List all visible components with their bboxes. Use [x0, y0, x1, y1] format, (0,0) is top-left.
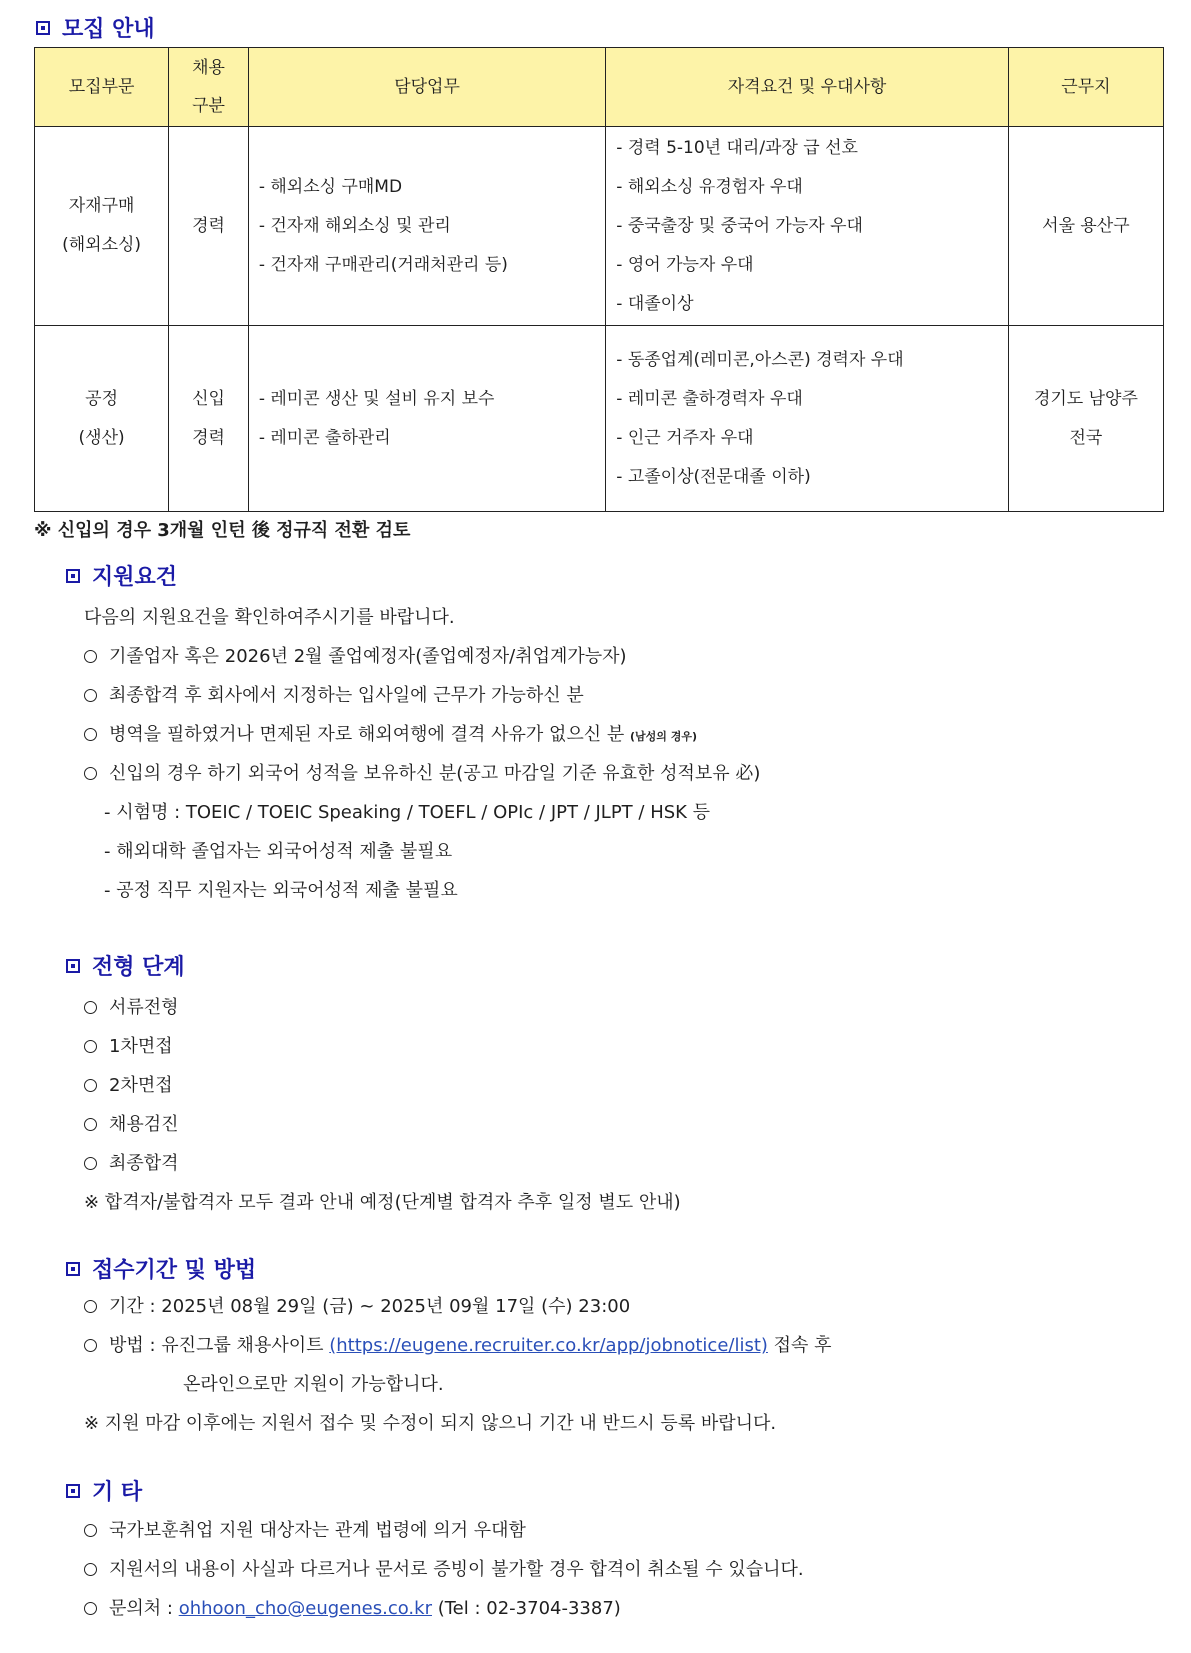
- place-cell: [1008, 326, 1163, 512]
- circle-bullet-icon: [84, 1157, 97, 1170]
- dept-sub: (해외소싱): [62, 235, 142, 255]
- list-item: [84, 642, 627, 668]
- header-type-line2: 구분: [192, 96, 225, 116]
- sub-item: - 시험명 : TOEIC / TOEIC Speaking / TOEFL / OPIc / JPT / JLPT / HSK 등: [104, 802, 711, 823]
- application-title: 접수기간 및 방법: [92, 1258, 257, 1283]
- intern-note: ※ 신입의 경우 3개월 인턴 後 정규직 전환 검토: [34, 520, 411, 541]
- sub-item: - 공정 직무 지원자는 외국어성적 제출 불필요: [104, 880, 458, 901]
- duty-item: - 건자재 해외소싱 및 관리: [258, 215, 451, 236]
- place-name: 전국: [1069, 427, 1103, 448]
- square-bullet-icon: [66, 1484, 80, 1498]
- recruit-title: 모집 안내: [62, 17, 155, 42]
- process-heading: [66, 950, 185, 981]
- contact-label: 문의처 :: [109, 1598, 173, 1619]
- recruit-heading: [36, 12, 155, 43]
- requirement-text: 신입의 경우 하기 외국어 성적을 보유하신 분(공고 마감일 기준 유효한 성적보유 必): [109, 763, 761, 784]
- header-dept: 모집부문: [35, 48, 169, 127]
- process-title: 전형 단계: [92, 955, 185, 980]
- requirements-heading: [66, 560, 177, 591]
- contact-line: [84, 1594, 621, 1620]
- header-place: 근무지: [1008, 48, 1163, 127]
- requirements-title: 지원요건: [92, 565, 178, 590]
- type-cell: [169, 326, 249, 512]
- header-type: [169, 48, 249, 127]
- circle-bullet-icon: [84, 650, 97, 663]
- step-text: 2차면접: [109, 1075, 173, 1096]
- circle-bullet-icon: [84, 1040, 97, 1053]
- etc-heading: [66, 1475, 142, 1506]
- requirement-text: 최종합격 후 회사에서 지정하는 입사일에 근무가 가능하신 분: [109, 685, 584, 706]
- duties-cell: [248, 326, 605, 512]
- circle-bullet-icon: [84, 728, 97, 741]
- application-period: [84, 1292, 630, 1318]
- type-label: 신입: [192, 388, 225, 409]
- type-cell: [169, 127, 249, 326]
- list-item: [84, 759, 760, 785]
- etc-text: 지원서의 내용이 사실과 다르거나 문서로 증빙이 불가할 경우 합격이 취소될 수 있습니다.: [109, 1559, 804, 1580]
- qual-item: - 인근 거주자 우대: [616, 427, 754, 448]
- requirement-text: 병역을 필하였거나 면제된 자로 해외여행에 결격 사유가 없으신 분: [109, 724, 625, 745]
- qual-item: - 고졸이상(전문대졸 이하): [616, 466, 811, 487]
- header-duties: 담당업무: [248, 48, 605, 127]
- process-step: [84, 1149, 179, 1175]
- table-row: [35, 127, 1164, 326]
- circle-bullet-icon: [84, 1079, 97, 1092]
- square-bullet-icon: [66, 959, 80, 973]
- qual-item: - 해외소싱 유경험자 우대: [616, 176, 803, 197]
- application-heading: [66, 1253, 256, 1284]
- dept-sub: (생산): [78, 427, 125, 448]
- place-cell: [1008, 127, 1163, 326]
- place-name: 경기도 남양주: [1033, 388, 1138, 409]
- military-note: (남성의 경우): [629, 730, 697, 743]
- circle-bullet-icon: [84, 767, 97, 780]
- circle-bullet-icon: [84, 1524, 97, 1537]
- method-text: 방법 : 유진그룹 채용사이트: [109, 1335, 324, 1356]
- duty-item: - 해외소싱 구매MD: [258, 176, 403, 197]
- duties-cell: [248, 127, 605, 326]
- type-label: 경력: [192, 427, 225, 448]
- circle-bullet-icon: [84, 1118, 97, 1131]
- step-text: 1차면접: [109, 1036, 173, 1057]
- contact-email-link[interactable]: ohhoon_cho@eugenes.co.kr: [178, 1598, 432, 1619]
- process-step: [84, 1032, 173, 1058]
- list-item: [84, 720, 697, 746]
- contact-tel: (Tel : 02-3704-3387): [437, 1598, 621, 1619]
- process-step: [84, 993, 179, 1019]
- application-note: ※ 지원 마감 이후에는 지원서 접수 및 수정이 되지 않으니 기간 내 반드시 등록 바랍니다.: [84, 1413, 777, 1434]
- process-note: ※ 합격자/불합격자 모두 결과 안내 예정(단계별 합격자 추후 일정 별도 안내): [84, 1192, 681, 1213]
- step-text: 서류전형: [109, 997, 179, 1018]
- dept-cell: [35, 326, 169, 512]
- period-text: 기간 : 2025년 08월 29일 (금) ~ 2025년 09월 17일 (수) 23:00: [109, 1296, 631, 1317]
- dept-cell: [35, 127, 169, 326]
- requirements-intro: 다음의 지원요건을 확인하여주시기를 바랍니다.: [84, 607, 455, 628]
- type-label: 경력: [192, 215, 225, 236]
- step-text: 채용검진: [109, 1114, 179, 1135]
- qual-item: - 중국출장 및 중국어 가능자 우대: [616, 215, 863, 236]
- table-header-row: [35, 48, 1164, 127]
- step-text: 최종합격: [109, 1153, 179, 1174]
- circle-bullet-icon: [84, 689, 97, 702]
- list-item: [84, 1516, 526, 1542]
- circle-bullet-icon: [84, 1602, 97, 1615]
- process-step: [84, 1071, 173, 1097]
- qual-item: - 대졸이상: [616, 293, 694, 314]
- dept-name: 공정: [85, 388, 119, 409]
- qual-item: - 동종업계(레미콘,아스콘) 경력자 우대: [616, 349, 904, 370]
- circle-bullet-icon: [84, 1339, 97, 1352]
- duty-item: - 레미콘 생산 및 설비 유지 보수: [258, 388, 495, 409]
- list-item: [84, 681, 584, 707]
- header-type-line1: 채용: [192, 58, 225, 78]
- duty-item: - 건자재 구매관리(거래처관리 등): [258, 254, 508, 275]
- application-method: [84, 1331, 832, 1357]
- place-name: 서울 용산구: [1042, 215, 1130, 236]
- duty-item: - 레미콘 출하관리: [258, 427, 391, 448]
- square-bullet-icon: [36, 21, 50, 35]
- square-bullet-icon: [66, 1262, 80, 1276]
- requirement-text: 기졸업자 혹은 2026년 2월 졸업예정자(졸업예정자/취업계가능자): [109, 646, 627, 667]
- recruit-table: [34, 47, 1164, 512]
- quals-cell: [606, 127, 1009, 326]
- circle-bullet-icon: [84, 1001, 97, 1014]
- sub-item: - 해외대학 졸업자는 외국어성적 제출 불필요: [104, 841, 453, 862]
- recruit-site-link[interactable]: (https://eugene.recruiter.co.kr/app/jobnotice/list): [329, 1335, 768, 1356]
- method-suffix: 접속 후: [773, 1335, 832, 1356]
- header-quals: 자격요건 및 우대사항: [606, 48, 1009, 127]
- qual-item: - 경력 5-10년 대리/과장 급 선호: [616, 137, 858, 158]
- method-line2: 온라인으로만 지원이 가능합니다.: [183, 1374, 444, 1395]
- circle-bullet-icon: [84, 1563, 97, 1576]
- list-item: [84, 1555, 804, 1581]
- circle-bullet-icon: [84, 1300, 97, 1313]
- square-bullet-icon: [66, 569, 80, 583]
- etc-title: 기 타: [92, 1480, 143, 1505]
- dept-name: 자재구매: [68, 196, 135, 216]
- table-row: [35, 326, 1164, 512]
- etc-text: 국가보훈취업 지원 대상자는 관계 법령에 의거 우대함: [109, 1520, 526, 1541]
- quals-cell: [606, 326, 1009, 512]
- process-step: [84, 1110, 179, 1136]
- qual-item: - 영어 가능자 우대: [616, 254, 754, 275]
- qual-item: - 레미콘 출하경력자 우대: [616, 388, 803, 409]
